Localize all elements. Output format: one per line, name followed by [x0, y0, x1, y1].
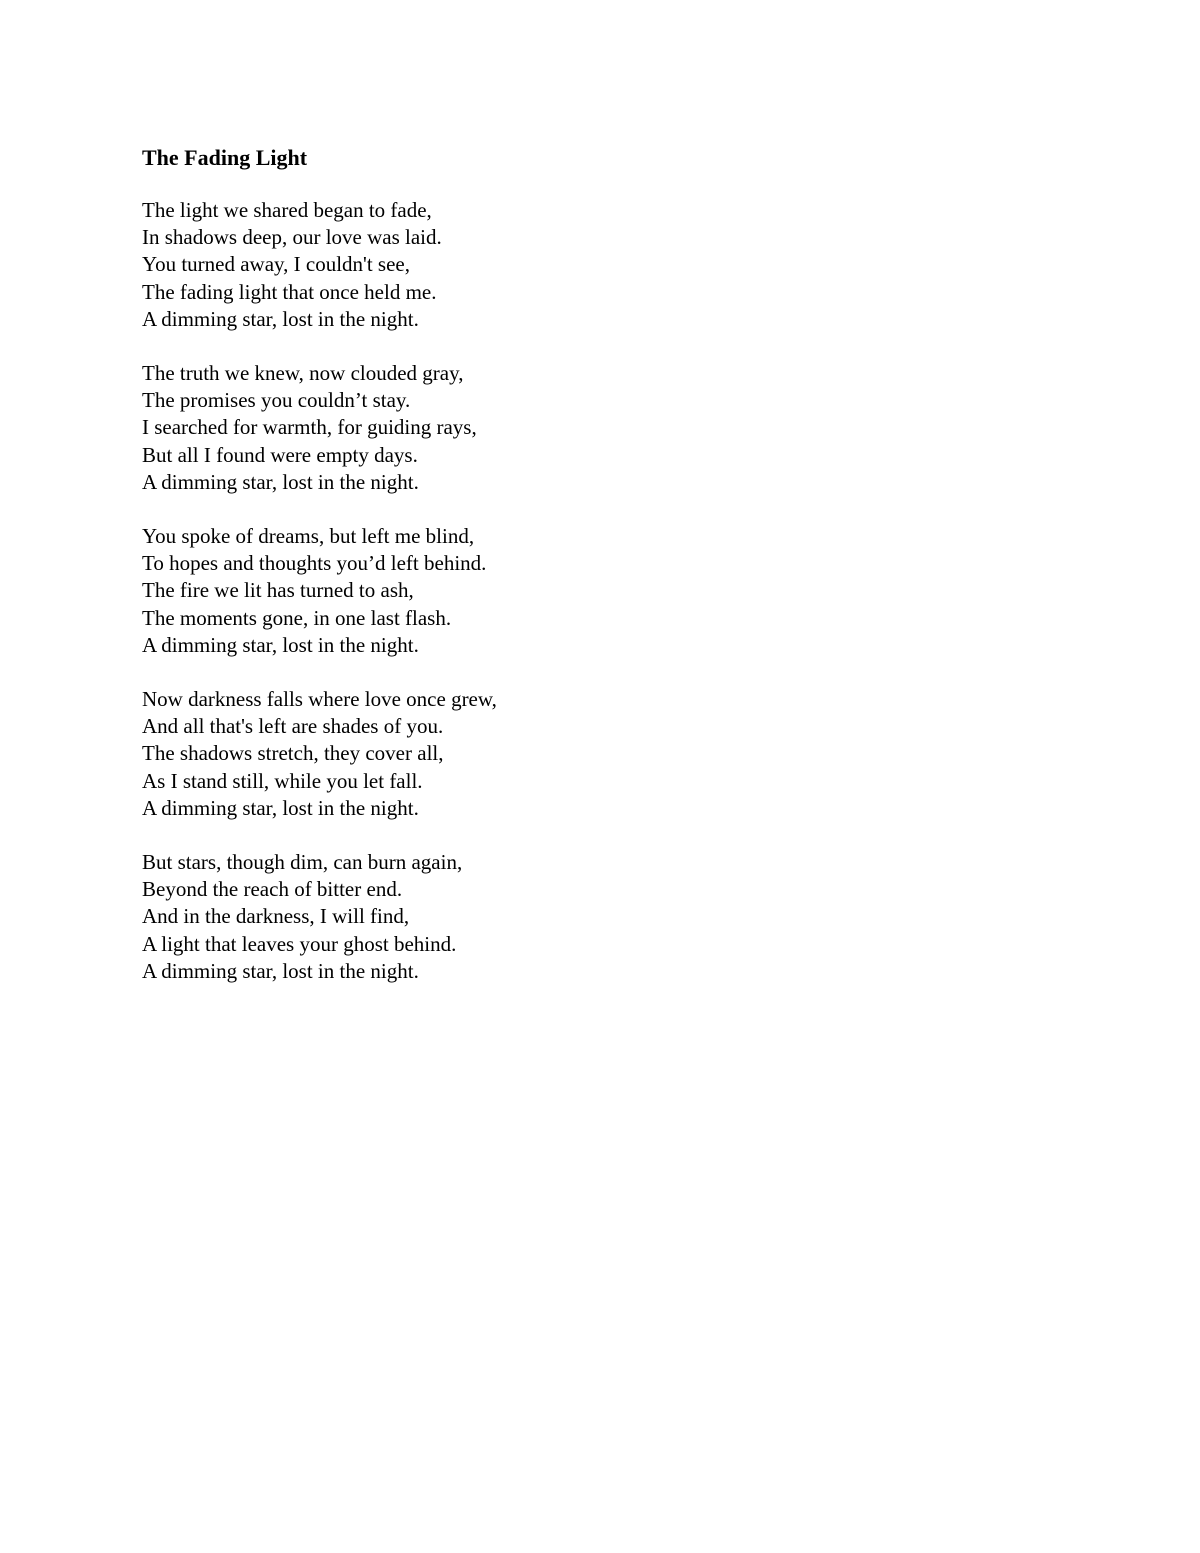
poem-line: A dimming star, lost in the night. [142, 632, 419, 657]
poem-line: But all I found were empty days. [142, 442, 418, 467]
poem-line: Now darkness falls where love once grew, [142, 687, 497, 712]
poem-line: And in the darkness, I will find, [142, 904, 410, 929]
poem-line: And all that's left are shades of you. [142, 714, 444, 739]
poem-line: The truth we knew, now clouded gray, [142, 361, 464, 386]
stanza-3 [142, 523, 1042, 659]
poem-title: The Fading Light [142, 145, 308, 170]
stanza-2 [142, 360, 1042, 496]
poem-line: But stars, though dim, can burn again, [142, 850, 463, 875]
poem-line: A dimming star, lost in the night. [142, 958, 419, 983]
stanza-1 [142, 197, 1042, 333]
poem-line: The shadows stretch, they cover all, [142, 741, 444, 766]
poem-line: To hopes and thoughts you’d left behind. [142, 551, 487, 576]
stanza-5 [142, 849, 1042, 985]
poem-line: The light we shared began to fade, [142, 198, 432, 222]
stanza-4 [142, 686, 1042, 822]
poem-line: The fire we lit has turned to ash, [142, 578, 414, 603]
document-page [142, 143, 1042, 1012]
poem-line: A dimming star, lost in the night. [142, 469, 419, 494]
poem-line: You turned away, I couldn't see, [142, 252, 410, 277]
poem-line: The moments gone, in one last flash. [142, 605, 452, 630]
poem-line: Beyond the reach of bitter end. [142, 877, 403, 902]
poem-line: You spoke of dreams, but left me blind, [142, 524, 475, 549]
poem-line: A light that leaves your ghost behind. [142, 931, 457, 956]
poem-line: As I stand still, while you let fall. [142, 768, 423, 793]
poem-line: A dimming star, lost in the night. [142, 306, 419, 331]
poem-line: In shadows deep, our love was laid. [142, 225, 442, 250]
poem-line: The fading light that once held me. [142, 279, 437, 304]
poem-line: I searched for warmth, for guiding rays, [142, 415, 477, 440]
poem-line: The promises you couldn’t stay. [142, 388, 411, 413]
poem-line: A dimming star, lost in the night. [142, 795, 419, 820]
